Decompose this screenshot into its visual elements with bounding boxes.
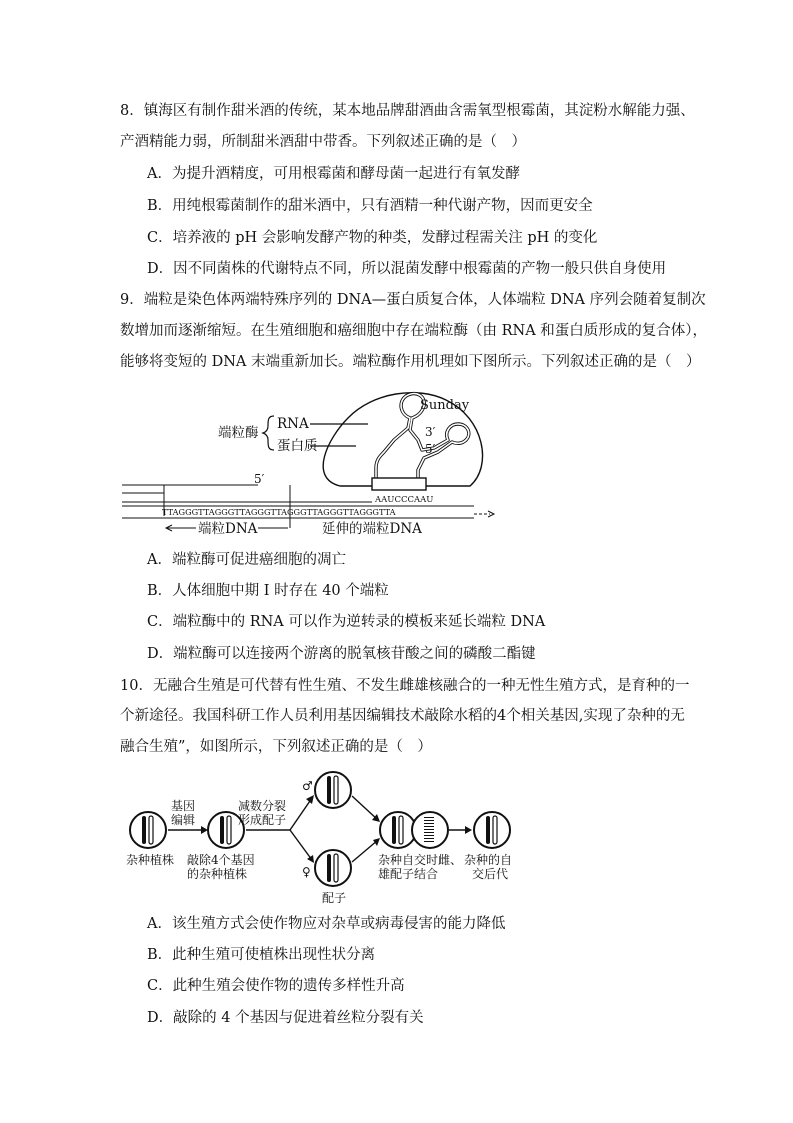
q9-option-b: B．人体细胞中期 I 时存在 40 个端粒 [147, 583, 389, 599]
q8-option-c: C．培养液的 pH 会影响发酵产物的种类，发酵过程需关注 pH 的变化 [147, 230, 598, 246]
three-prime-label: 3′ [425, 425, 436, 439]
q8-option-a: A．为提升酒精度，可用根霉菌和酵母菌一起进行有氧发酵 [147, 166, 520, 182]
rna-label: RNA [277, 416, 309, 432]
protein-label: 蛋白质 [277, 438, 318, 454]
q10-option-b: B．此种生殖可使植株出现性状分离 [147, 947, 376, 963]
female-symbol: ♀ [302, 865, 311, 879]
hybrid-plant-label: 杂种植株 [126, 853, 175, 867]
five-prime-inner-label: 5′ [425, 442, 436, 456]
offspring-label-2: 交后代 [472, 867, 509, 881]
q10-stem-line2: 个新途径。我国科研工作人员利用基因编辑技术敲除水稻的4个相关基因,实现了杂种的无 [120, 708, 685, 724]
telomere-dna-seq: TTAGGGTTAGGGTTAGGGTTAGGGTTAGGGTTAGGGTTA [162, 507, 396, 517]
female-gamete-cell [315, 850, 351, 886]
label-brace [263, 416, 274, 450]
meiosis-label-1: 减数分裂 [238, 799, 287, 813]
male-gamete-cell [315, 772, 351, 808]
q9-stem-line3: 能够将变短的 DNA 末端重新加长。端粒酶作用机理如下图所示。下列叙述正确的是（ ） [120, 354, 701, 370]
q8-stem-line2: 产酒精能力弱，所制甜米酒甜中带香。下列叙述正确的是（ ） [120, 134, 526, 150]
telomere-dna-label: 端粒DNA [198, 521, 258, 537]
offspring-cell [474, 812, 510, 848]
q10-stem-line1: 10．无融合生殖是可代替有性生殖、不发生雌雄核融合的一种无性生殖方式，是育种的一 [120, 678, 690, 694]
sunday-label: Sunday [420, 398, 470, 413]
q8-stem-line1: 8．镇海区有制作甜米酒的传统，某本地品牌甜酒曲含需氧型根霉菌，其淀粉水解能力强、 [120, 103, 695, 119]
apomixis-figure [126, 768, 516, 908]
extended-dna-label: 延伸的端粒DNA [322, 521, 422, 537]
meiosis-label-2: 形成配子 [238, 813, 287, 827]
five-prime-top-label: 5′ [254, 472, 265, 486]
gene-edit-label-2: 编辑 [171, 813, 196, 827]
rna-template-seq: AAUCCCAAU [375, 495, 434, 505]
telomerase-label: 端粒酶 [218, 425, 259, 441]
offspring-label-1: 杂种的自 [464, 853, 513, 867]
q10-option-a: A．该生殖方式会使作物应对杂草或病毒侵害的能力降低 [147, 916, 506, 932]
selfing-label-2: 雄配子结合 [378, 867, 439, 881]
selfing-label-1: 杂种自交时雌、 [378, 853, 463, 867]
knockout-label-2: 的杂种植株 [187, 867, 248, 881]
q10-option-c: C．此种生殖会使作物的遗传多样性升高 [147, 978, 405, 994]
gametes-label: 配子 [322, 891, 347, 905]
q10-option-d: D．敲除的 4 个基因与促进着丝粒分裂有关 [147, 1010, 424, 1026]
fertilization-cells [380, 812, 448, 848]
knockout-label-1: 敲除4个基因 [187, 853, 255, 867]
q9-option-a: A．端粒酶可促进癌细胞的凋亡 [147, 552, 346, 568]
q9-stem-line2: 数增加而逐渐缩短。在生殖细胞和癌细胞中存在端粒酶（由 RNA 和蛋白质形成的复合体）， [120, 323, 708, 339]
q9-stem-line1: 9．端粒是染色体两端特殊序列的 DNA—蛋白质复合体，人体端粒 DNA 序列会随着复制次 [120, 292, 706, 308]
q10-stem-line3: 融合生殖”，如图所示，下列叙述正确的是（ ） [120, 739, 432, 755]
rna-template-box [372, 478, 426, 490]
q9-option-c: C．端粒酶中的 RNA 可以作为逆转录的模板来延长端粒 DNA [147, 614, 546, 630]
q9-option-d: D．端粒酶可以连接两个游离的脱氧核苷酸之间的磷酸二酯键 [147, 646, 536, 662]
q8-option-d: D．因不同菌株的代谢特点不同，所以混菌发酵中根霉菌的产物一般只供自身使用 [147, 261, 667, 277]
male-symbol: ♂ [302, 779, 313, 793]
q8-option-b: B．用纯根霉菌制作的甜米酒中，只有酒精一种代谢产物，因而更安全 [147, 198, 593, 214]
gene-edit-label-1: 基因 [171, 799, 196, 813]
hybrid-plant-cell [130, 812, 166, 848]
telomerase-figure [118, 378, 498, 544]
